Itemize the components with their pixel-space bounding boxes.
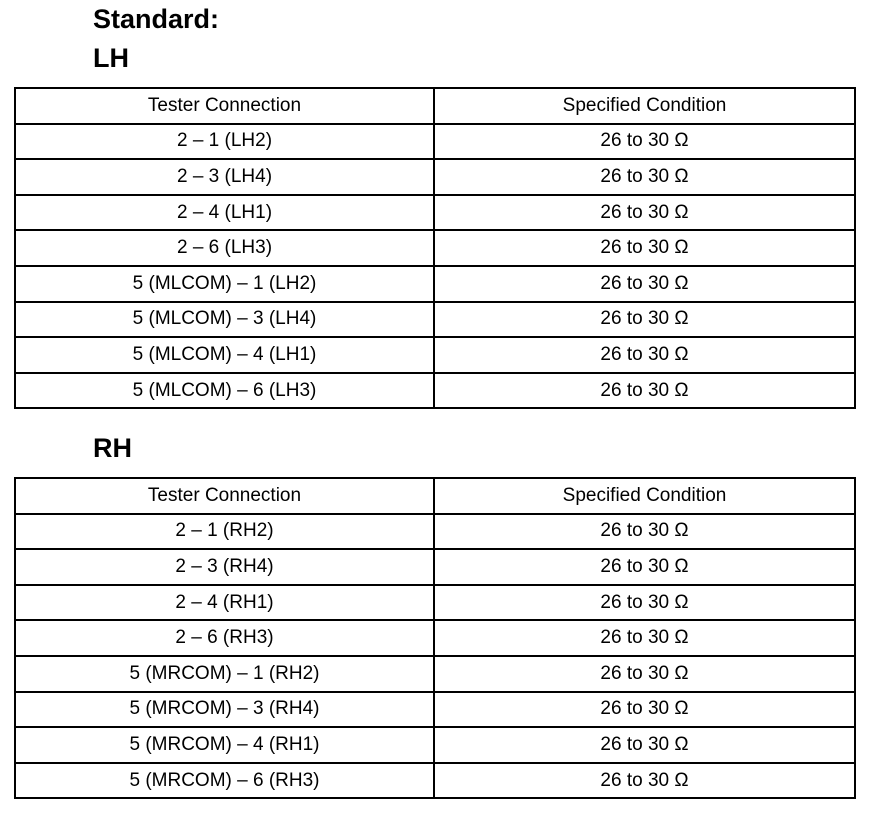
tester-connection-cell: 2 – 4 (RH1) [15, 585, 434, 621]
specified-condition-header: Specified Condition [434, 88, 855, 124]
table-row [15, 266, 855, 302]
tester-connection-cell: 5 (MLCOM) – 1 (LH2) [15, 266, 434, 302]
specified-condition-cell: 26 to 30 Ω [434, 124, 855, 160]
table-row [15, 159, 855, 195]
tester-connection-cell: 2 – 6 (RH3) [15, 620, 434, 656]
table-row [15, 195, 855, 231]
specified-condition-cell: 26 to 30 Ω [434, 159, 855, 195]
tester-connection-cell: 5 (MLCOM) – 3 (LH4) [15, 302, 434, 338]
table-row [15, 373, 855, 409]
standard-heading: Standard: [93, 4, 220, 34]
specified-condition-cell: 26 to 30 Ω [434, 373, 855, 409]
specified-condition-cell: 26 to 30 Ω [434, 266, 855, 302]
specified-condition-cell: 26 to 30 Ω [434, 763, 855, 799]
table-row [15, 727, 855, 763]
specified-condition-cell: 26 to 30 Ω [434, 656, 855, 692]
specified-condition-cell: 26 to 30 Ω [434, 302, 855, 338]
table-row [15, 337, 855, 373]
tester-connection-cell: 2 – 3 (LH4) [15, 159, 434, 195]
table-row [15, 585, 855, 621]
tester-connection-cell: 2 – 6 (LH3) [15, 230, 434, 266]
table-row [15, 656, 855, 692]
specified-condition-cell: 26 to 30 Ω [434, 337, 855, 373]
table-row [15, 620, 855, 656]
rh-spec-table [14, 477, 856, 799]
specified-condition-header: Specified Condition [434, 478, 855, 514]
tester-connection-header: Tester Connection [15, 88, 434, 124]
tester-connection-cell: 5 (MLCOM) – 6 (LH3) [15, 373, 434, 409]
specified-condition-cell: 26 to 30 Ω [434, 514, 855, 550]
table-header-row [15, 478, 855, 514]
tester-connection-cell: 2 – 4 (LH1) [15, 195, 434, 231]
table-row [15, 692, 855, 728]
tester-connection-cell: 5 (MRCOM) – 1 (RH2) [15, 656, 434, 692]
lh-spec-table [14, 87, 856, 409]
tester-connection-cell: 2 – 3 (RH4) [15, 549, 434, 585]
tester-connection-cell: 5 (MRCOM) – 4 (RH1) [15, 727, 434, 763]
table-header-row [15, 88, 855, 124]
tester-connection-cell: 2 – 1 (LH2) [15, 124, 434, 160]
specified-condition-cell: 26 to 30 Ω [434, 230, 855, 266]
tester-connection-cell: 5 (MRCOM) – 6 (RH3) [15, 763, 434, 799]
rh-heading: RH [93, 433, 132, 463]
table-row [15, 514, 855, 550]
specified-condition-cell: 26 to 30 Ω [434, 585, 855, 621]
table-row [15, 124, 855, 160]
specified-condition-cell: 26 to 30 Ω [434, 195, 855, 231]
table-row [15, 230, 855, 266]
table-row [15, 549, 855, 585]
specified-condition-cell: 26 to 30 Ω [434, 549, 855, 585]
tester-connection-cell: 5 (MRCOM) – 3 (RH4) [15, 692, 434, 728]
table-row [15, 763, 855, 799]
tester-connection-header: Tester Connection [15, 478, 434, 514]
specified-condition-cell: 26 to 30 Ω [434, 727, 855, 763]
specified-condition-cell: 26 to 30 Ω [434, 620, 855, 656]
specified-condition-cell: 26 to 30 Ω [434, 692, 855, 728]
tester-connection-cell: 2 – 1 (RH2) [15, 514, 434, 550]
tester-connection-cell: 5 (MLCOM) – 4 (LH1) [15, 337, 434, 373]
table-row [15, 302, 855, 338]
lh-heading: LH [93, 43, 129, 73]
